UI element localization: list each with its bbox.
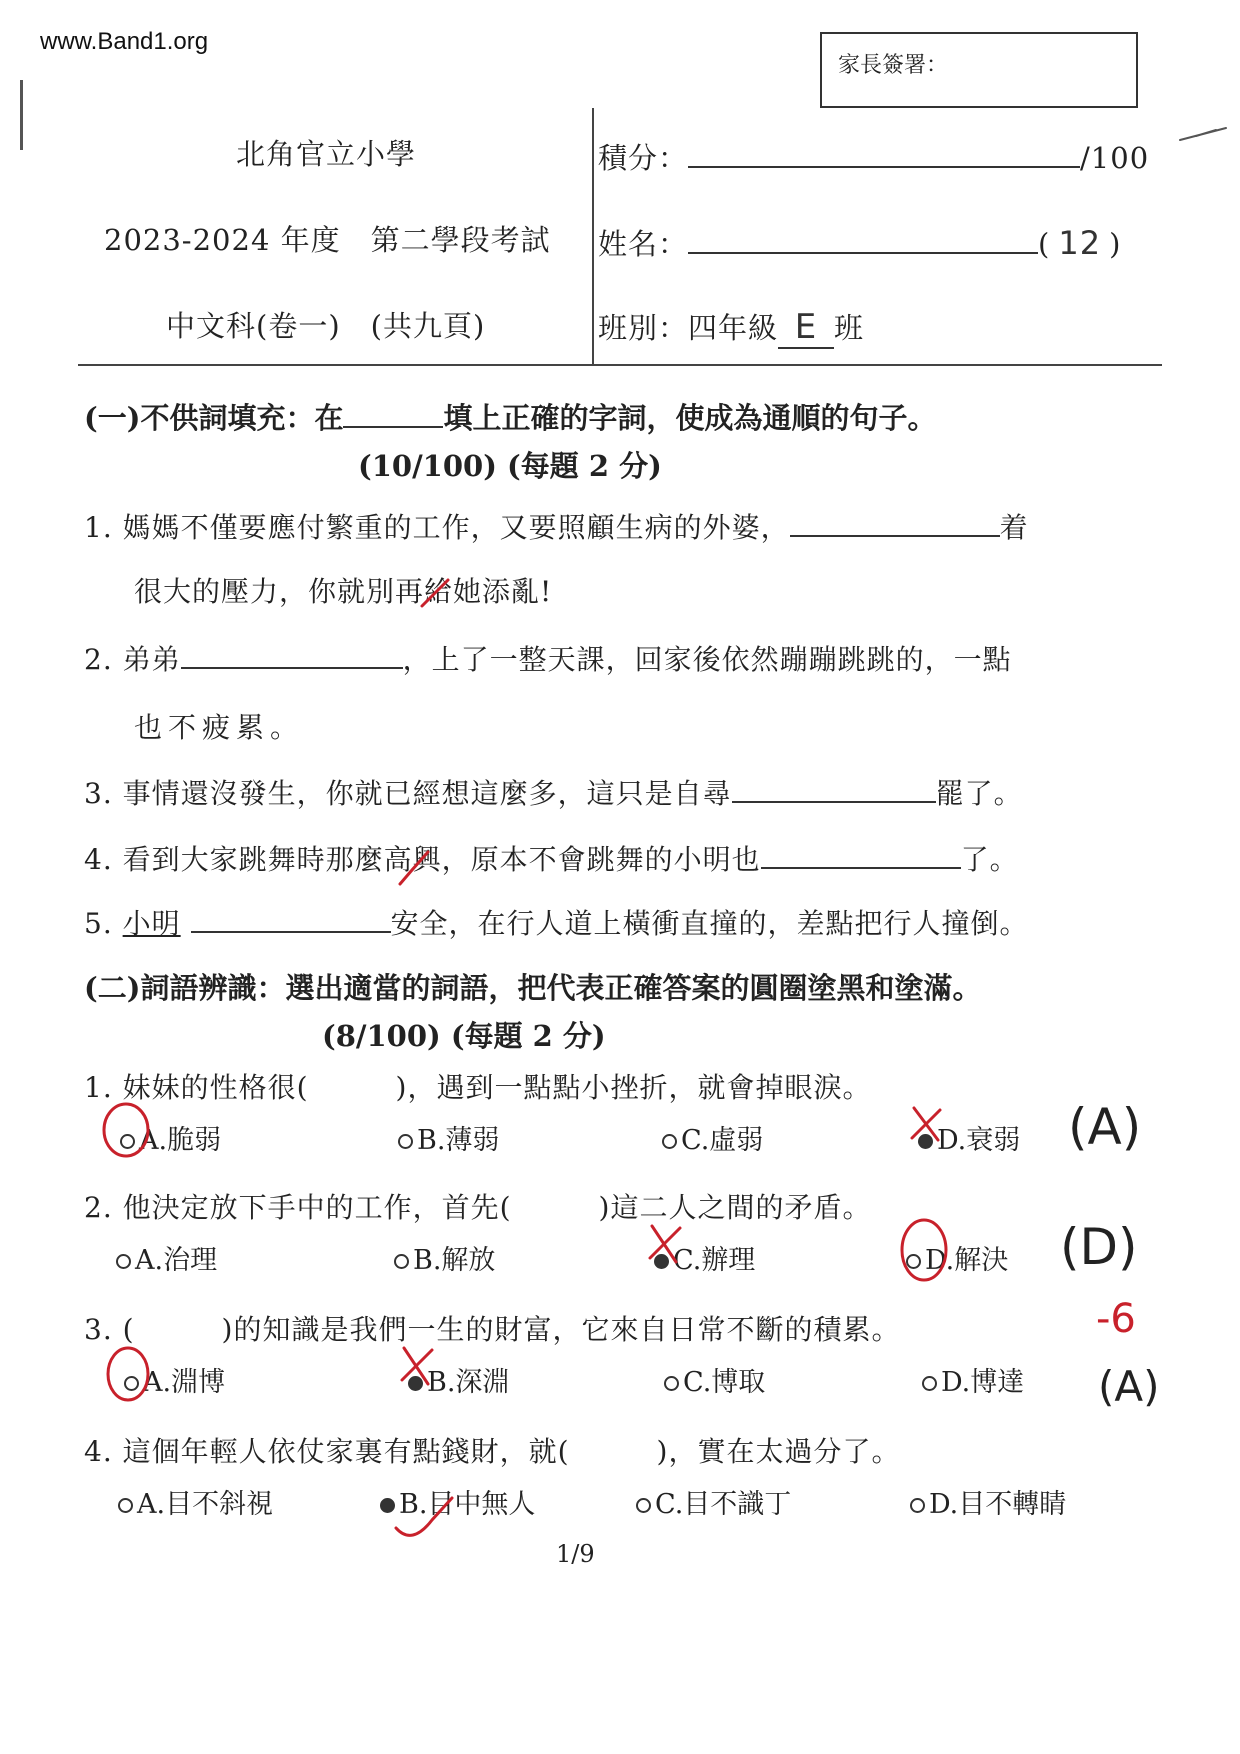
s1-question-5: [84, 902, 1029, 942]
radio-circle-filled[interactable]: [918, 1134, 933, 1149]
s2-question-4: [84, 1430, 900, 1470]
option-b[interactable]: [380, 1482, 535, 1521]
section1-title-a: (一)不供詞填充：在: [84, 401, 344, 435]
option-label: A.脆弱: [139, 1125, 222, 1156]
signature-label: 家長簽署：: [838, 53, 949, 78]
option-d[interactable]: [918, 1118, 1020, 1157]
exam-title: 2023-2024 年度 第二學段考試: [104, 223, 551, 257]
option-label: D.目不轉睛: [929, 1489, 1067, 1520]
option-label: B.深淵: [427, 1367, 510, 1398]
radio-circle[interactable]: [394, 1254, 409, 1269]
score-total: /100: [1080, 141, 1150, 175]
radio-circle-filled[interactable]: [380, 1498, 395, 1513]
scan-edge-line: [20, 80, 23, 150]
radio-circle[interactable]: [124, 1376, 139, 1391]
s1-question-4: [84, 838, 1019, 878]
page-number: 1/9: [556, 1540, 595, 1568]
option-a[interactable]: [116, 1238, 217, 1277]
option-label: C.辦理: [673, 1245, 756, 1276]
question-text: ( )的知識是我們一生的財富，它來自日常不斷的積累。: [122, 1313, 901, 1346]
radio-circle[interactable]: [120, 1134, 135, 1149]
option-label: C.目不識丁: [655, 1489, 792, 1520]
school-name: 北角官立小學: [236, 137, 417, 171]
option-d[interactable]: [922, 1360, 1024, 1399]
option-label: D.解決: [925, 1245, 1009, 1276]
score-row: [598, 136, 1149, 177]
radio-circle[interactable]: [636, 1498, 651, 1513]
s1-question-1-line2: 很大的壓力，你就別再給她添亂!: [134, 575, 553, 608]
question-text: 安全，在行人道上橫衝直撞的，差點把行人撞倒。: [390, 907, 1029, 940]
radio-circle-filled[interactable]: [654, 1254, 669, 1269]
option-a[interactable]: [118, 1482, 273, 1521]
question-text: 小明: [122, 907, 181, 940]
option-label: D.博達: [941, 1367, 1025, 1398]
parent-signature-box: [820, 32, 1138, 108]
radio-circle[interactable]: [662, 1134, 677, 1149]
question-text: 罷了。: [935, 777, 1023, 810]
option-d[interactable]: [906, 1238, 1008, 1277]
option-label: D.衰弱: [937, 1125, 1021, 1156]
question-number: 2.: [84, 1191, 113, 1224]
answer-blank-5[interactable]: [191, 931, 391, 933]
s2-question-2: [84, 1186, 871, 1226]
question-text: ，上了一整天課，回家後依然蹦蹦跳跳的，一點: [402, 643, 1012, 676]
question-text: 這個年輕人依仗家裏有點錢財，就( )，實在太過分了。: [122, 1435, 901, 1468]
header-divider: [592, 108, 594, 364]
question-number: 5.: [84, 907, 113, 940]
pencil-stroke: [1180, 128, 1226, 140]
answer-blank-3[interactable]: [732, 801, 936, 803]
score-label: 積分：: [598, 141, 689, 175]
option-a[interactable]: [124, 1360, 225, 1399]
question-text: 着: [999, 511, 1029, 544]
radio-circle[interactable]: [922, 1376, 937, 1391]
question-number: 1.: [84, 511, 113, 544]
question-number: 3.: [84, 777, 113, 810]
section1-title-blank: [343, 426, 443, 428]
section1-marks: (10/100) (每題 2 分): [358, 449, 662, 483]
header-bottom-line: [78, 364, 1162, 366]
subject-title: 中文科(卷一) (共九頁): [166, 309, 486, 343]
question-text: 弟弟: [122, 643, 181, 676]
s2-question-1: [84, 1066, 871, 1106]
class-letter: E: [794, 307, 818, 347]
question-text: 他決定放下手中的工作，首先( )這二人之間的矛盾。: [122, 1191, 872, 1224]
answer-blank-4[interactable]: [761, 867, 961, 869]
question-number: 1.: [84, 1071, 113, 1104]
option-label: A.目不斜視: [137, 1489, 274, 1520]
option-c[interactable]: [664, 1360, 765, 1399]
question-number: 2.: [84, 643, 113, 676]
name-row: 姓名： ( 12 ): [598, 224, 1122, 262]
option-b[interactable]: [398, 1118, 499, 1157]
correction-answer-1: (A): [1068, 1098, 1142, 1156]
class-suffix: 班: [834, 311, 865, 345]
s1-question-3: [84, 772, 1023, 812]
answer-blank-2[interactable]: [181, 667, 403, 669]
section2-title: (二)詞語辨識：選出適當的詞語，把代表正確答案的圓圈塗黑和塗滿。: [84, 971, 982, 1005]
section1-title-b: 填上正確的字詞，使成為通順的句子。: [443, 401, 937, 435]
question-text: 看到大家跳舞時那麼高興，原本不會跳舞的小明也: [122, 843, 761, 876]
s2-question-3: [84, 1308, 900, 1348]
score-blank[interactable]: [688, 166, 1080, 168]
correction-answer-3: (A): [1098, 1362, 1160, 1411]
name-label: 姓名：: [598, 227, 689, 261]
option-b[interactable]: [408, 1360, 509, 1399]
s1-question-2-line2: 也不疲累。: [134, 711, 305, 744]
radio-circle[interactable]: [116, 1254, 131, 1269]
answer-blank-1[interactable]: [790, 535, 1000, 537]
option-label: B.解放: [413, 1245, 496, 1276]
section1-title: [84, 396, 936, 437]
question-text: 媽媽不僅要應付繁重的工作，又要照顧生病的外婆，: [122, 511, 790, 544]
question-number: 4.: [84, 843, 113, 876]
option-label: A.淵博: [143, 1367, 226, 1398]
option-b[interactable]: [394, 1238, 495, 1277]
option-c[interactable]: [654, 1238, 755, 1277]
option-c[interactable]: [636, 1482, 791, 1521]
radio-circle[interactable]: [906, 1254, 921, 1269]
question-text: 了。: [960, 843, 1019, 876]
s1-question-1: [84, 506, 1029, 546]
radio-circle[interactable]: [118, 1498, 133, 1513]
question-number: 3.: [84, 1313, 113, 1346]
correction-answer-2: (D): [1060, 1218, 1138, 1276]
radio-circle-filled[interactable]: [408, 1376, 423, 1391]
radio-circle[interactable]: [398, 1134, 413, 1149]
option-label: C.虛弱: [681, 1125, 764, 1156]
class-number: 12: [1058, 224, 1102, 262]
radio-circle[interactable]: [664, 1376, 679, 1391]
option-label: C.博取: [683, 1367, 766, 1398]
question-text: 妹妹的性格很( )，遇到一點點小挫折，就會掉眼淚。: [122, 1071, 872, 1104]
class-row: [598, 306, 864, 349]
option-label: B.目中無人: [399, 1489, 536, 1520]
option-d[interactable]: [910, 1482, 1066, 1521]
section2-marks: (8/100) (每題 2 分): [322, 1019, 606, 1053]
option-a[interactable]: [120, 1118, 221, 1157]
radio-circle[interactable]: [910, 1498, 925, 1513]
name-blank[interactable]: [688, 252, 1038, 254]
option-label: A.治理: [135, 1245, 218, 1276]
option-label: B.薄弱: [417, 1125, 500, 1156]
deduction-mark: -6: [1096, 1296, 1136, 1342]
question-number: 4.: [84, 1435, 113, 1468]
option-c[interactable]: [662, 1118, 763, 1157]
class-label: 班別：四年級: [598, 311, 779, 345]
question-text: 事情還沒發生，你就已經想這麼多，這只是自尋: [122, 777, 732, 810]
s1-question-2: [84, 638, 1012, 678]
site-watermark: www.Band1.org: [40, 28, 209, 55]
